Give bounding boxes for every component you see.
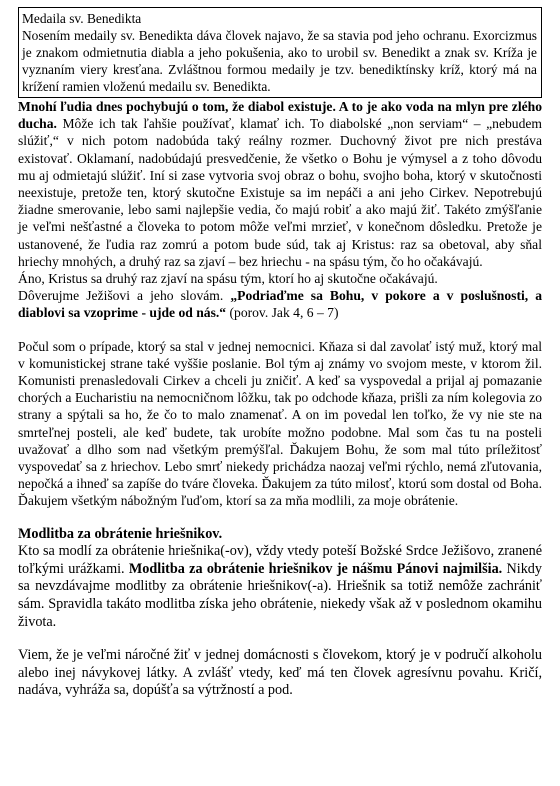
household-paragraph: Viem, že je veľmi náročné žiť v jednej domácnosti s človekom, ktorý je v područí alkoholu alebo inej návykovej látky. A zvlášť vtedy, keď má ten človek agresívnu povahu. Kričí, nadáva, vyhráža sa, dopúšťa sa výtržností a pod.: [18, 647, 542, 699]
scripture-quote: „Podriaďme sa Bohu, v pokore a v poslušnosti, a diablovi sa vzoprime - ujde od nás.“: [18, 288, 542, 321]
prayer-heading: Modlitba za obrátenie hriešnikov.: [18, 525, 223, 542]
prayer-text-start: Kto sa modlí za obrátenie hriešnika(-ov), vždy vtedy poteší Božské Srdce Ježišovo, zranené toľkými urážkami.: [18, 543, 542, 577]
section1-trust: [18, 287, 542, 321]
document-page: [18, 0, 542, 700]
box-title: Medaila sv. Benedikta: [22, 11, 142, 26]
prayer-bold: Modlitba za obrátenie hriešnikov je nášmu Pánovi najmilšia.: [128, 560, 503, 577]
medal-info-box: [18, 7, 542, 98]
section-diabol: [18, 98, 542, 270]
trust-intro: Dôverujme Ježišovi a jeho slovám.: [18, 288, 231, 304]
prayer-text-end: Nikdy sa nevzdávajme modlitby za obrátenie hriešnikov(-a). Hriešnik sa totiž nemôže zachrániť sám. Spravidla takáto modlitba získa jeho obrátenie, niekedy však až v poslednom okamihu života.: [18, 560, 542, 630]
hospital-story: Počul som o prípade, ktorý sa stal v jednej nemocnici. Kňaza si dal zavolať istý muž, ktorý mal v komunistickej strane také vyššie poslanie. Bol tým aj známy vo svojom meste, v ktorom žil. Komunisti prenasledovali Cirkev a chceli ju zničiť. A keď sa vyspovedal a prijal aj pomazanie chorých a Eucharistiu na nemocničnom lôžku, tak po odchode kňaza, prišli za ním kolegovia zo strany a spýtali sa ho, že čo to malo znamenať. A on im povedal len toľko, že vy nie ste na smrteľnej posteli, ale keď budete, tak urobíte možno podobne. Mal som čas tu na posteli uvažovať a dlho som nad všetkým premýšľal. Ďakujem Bohu, že som mal túto príležitosť vyspovedať sa z hriechov. Lebo smrť niekedy prichádza naozaj veľmi rýchlo, nemá zľutovania, nepočká a ihneď sa zapíše do tváre človeka. Ďakujem za túto milosť, ktorú som dostal od Boha. Ďakujem všetkým nábožným ľuďom, ktorí sa za mňa modlili, za moje obrátenie.: [18, 338, 542, 509]
section1-second-coming: Áno, Kristus sa druhý raz zjaví na spásu tým, ktorí ho aj skutočne očakávajú.: [18, 271, 438, 287]
lead-bold-sentence: Mnohí ľudia dnes pochybujú o tom, že diabol existuje. A to je ako voda na mlyn pre zlého ducha.: [18, 99, 542, 132]
prayer-paragraph: [18, 543, 542, 631]
scripture-reference: (porov. Jak 4, 6 – 7): [226, 305, 339, 321]
box-text: Nosením medaily sv. Benedikta dáva človek najavo, že sa stavia pod jeho ochranu. Exorcizmus je znakom odmietnutia diabla a jeho pokušenia, ako to urobil sv. Benedikt a znak sv. Kríža je vyznaním viery kresťana. Zvláštnou formou medaily je tzv. benediktínsky kríž, ktorý má na krížení ramien vloženú medailu sv. Benedikta.: [22, 28, 537, 94]
section1-paragraph: Môže ich tak ľahšie používať, klamať ich. To diabolské „non serviam“ – „nebudem slúžiť,“ v nich potom nadobúda taký reálny rozmer. Duchovný život pre nich prestáva existovať. Oklamaní, nadobúdajú presvedčenie, že všetko o Bohu je výmysel a z toho dôvodu mu aj odmietajú slúžiť. Iní si zase vytvoria svoj obraz o bohu, svojho boha, ktorý v skutočnosti neexistuje, pretože ten, ktorý skutočne Existuje sa im nepáči a ani jeho Cirkev. Nepotrebujú žiadne smerovanie, lebo sami najlepšie vedia, čo majú robiť a ako majú žiť. Takéto zmýšľanie je veľmi nešťastné a človeka to potom môže veľmi mrzieť, v konečnom dôsledku. Pretože je ustanovené, že ľudia raz zomrú a potom bude súd, tak aj Kristus: raz sa obetoval, aby sňal hriechy mnohých, a druhý raz sa zjaví – bez hriechu - na spásu tým, čo ho očakávajú.: [18, 116, 542, 269]
